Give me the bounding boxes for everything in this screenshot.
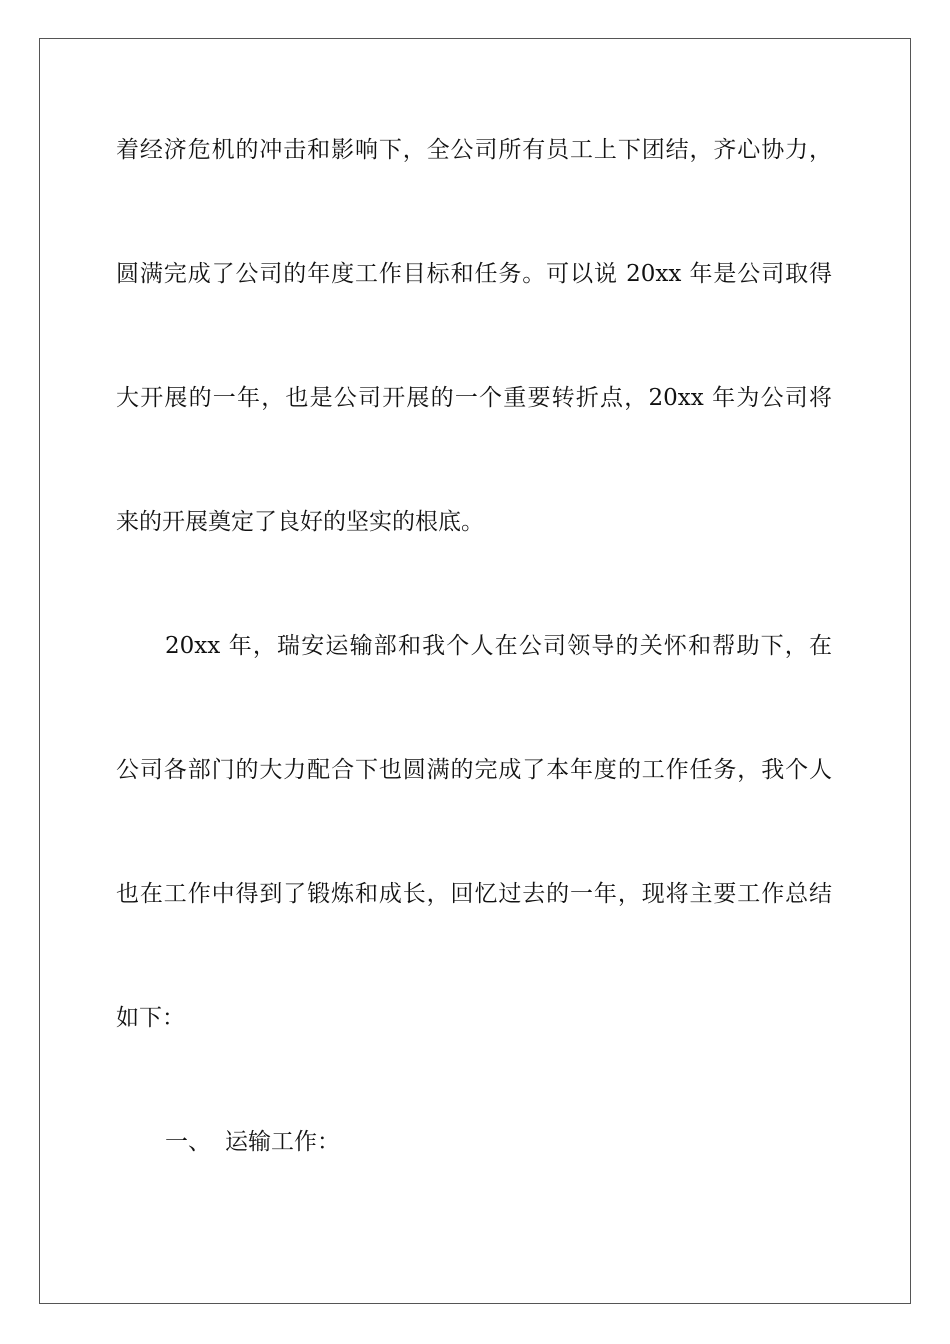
- paragraph-2-line-4: 如下：: [116, 1005, 185, 1031]
- paragraph-1-line-2: 圆满完成了公司的年度工作目标和任务。可以说 20xx 年是公司取得: [116, 261, 832, 287]
- paragraph-1-line-4: 来的开展奠定了良好的坚实的根底。: [116, 509, 484, 535]
- section-number: 一、: [165, 1129, 211, 1155]
- page-frame: [39, 38, 911, 1304]
- section-title: 运输工作：: [225, 1129, 340, 1155]
- paragraph-2-line-3: 也在工作中得到了锻炼和成长，回忆过去的一年，现将主要工作总结: [116, 881, 832, 907]
- paragraph-1-line-1: 着经济危机的冲击和影响下，全公司所有员工上下团结，齐心协力，: [116, 137, 832, 163]
- paragraph-1-line-3: 大开展的一年，也是公司开展的一个重要转折点，20xx 年为公司将: [116, 385, 832, 411]
- paragraph-2-line-1: 20xx 年，瑞安运输部和我个人在公司领导的关怀和帮助下，在: [165, 633, 832, 659]
- paragraph-2-line-2: 公司各部门的大力配合下也圆满的完成了本年度的工作任务，我个人: [116, 757, 832, 783]
- section-heading: [165, 1127, 340, 1157]
